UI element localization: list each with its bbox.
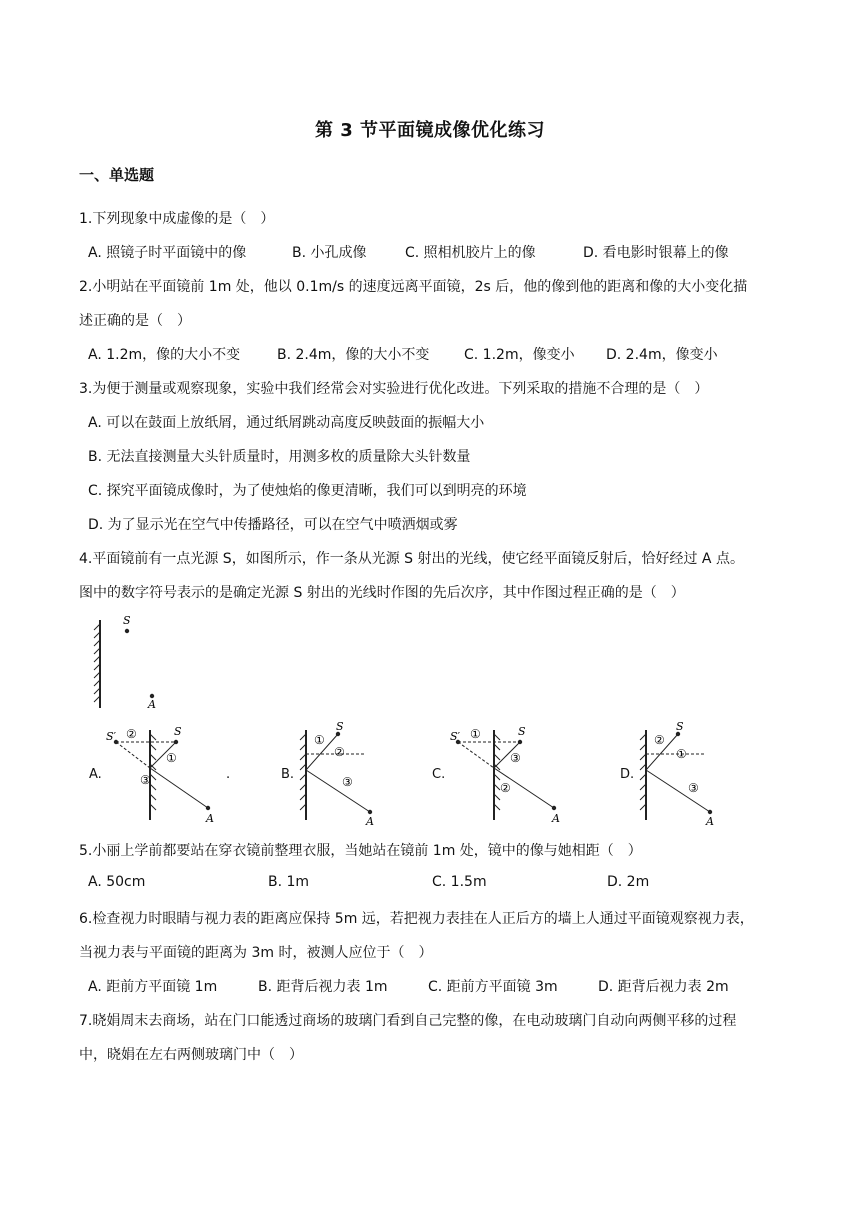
question-7-stem-line1: 7.晓娟周末去商场，站在门口能透过商场的玻璃门看到自己完整的像，在电动玻璃门自动向两侧平移的过程 [79,1013,737,1029]
question-6-stem-line1: 6.检查视力时眼睛与视力表的距离应保持 5m 远，若把视力表挂在人正后方的墙上人通过平面镜观察视力表， [79,911,754,927]
q5-option-b[interactable]: B. 1m [268,874,310,890]
question-1-stem: 1.下列现象中成虚像的是（ ） [79,211,275,227]
q2-option-b[interactable]: B. 2.4m，像的大小不变 [277,347,430,363]
section-heading: 一、单选题 [79,166,155,184]
question-4-stem-line2: 图中的数字符号表示的是确定光源 S 射出的光线时作图的先后次序，其中作图过程正确的是（ ） [79,585,685,601]
q4a-label-sp: S′ [106,730,117,743]
q3-option-d[interactable]: D. 为了显示光在空气中传播路径，可以在空气中喷洒烟或雾 [88,517,458,533]
q6-option-c[interactable]: C. 距前方平面镜 3m [428,979,558,995]
q4-option-b[interactable]: B. [281,767,295,782]
q2-option-d[interactable]: D. 2.4m，像变小 [606,347,718,363]
q4d-label-a: A [706,815,714,828]
q4c-num-1: ① [470,727,481,741]
question-4-stem-line1: 4.平面镜前有一点光源 S，如图所示，作一条从光源 S 射出的光线，使它经平面镜反射后，恰好经过 A 点。 [79,551,744,567]
question-2-stem-line1: 2.小明站在平面镜前 1m 处，他以 0.1m/s 的速度远离平面镜，2s 后，他的像到他的距离和像的大小变化描 [79,279,748,295]
q4a-num-2: ② [126,727,137,741]
q4-diagram-a [104,720,224,828]
q4-option-d[interactable]: D. [620,767,635,782]
q4a-label-s: S [174,725,182,738]
q4-label-s: S [123,614,131,627]
q2-option-a[interactable]: A. 1.2m，像的大小不变 [88,347,241,363]
q4c-num-2: ② [500,781,511,795]
q4-main-figure [88,612,178,712]
q4-diagram-b [296,720,386,828]
q1-option-a[interactable]: A. 照镜子时平面镜中的像 [88,245,247,261]
q4-separator-dot: . [226,767,231,782]
q4a-num-1: ① [166,751,177,765]
question-5-stem: 5.小丽上学前都要站在穿衣镜前整理衣服，当她站在镜前 1m 处，镜中的像与她相距（ ） [79,843,642,859]
q4a-num-3: ③ [140,773,151,787]
q6-option-a[interactable]: A. 距前方平面镜 1m [88,979,218,995]
q4b-label-a: A [366,815,374,828]
q1-option-c[interactable]: C. 照相机胶片上的像 [405,245,536,261]
page-title: 第 3 节平面镜成像优化练习 [314,120,546,141]
q4-diagram-d [636,720,726,828]
q3-option-a[interactable]: A. 可以在鼓面上放纸屑，通过纸屑跳动高度反映鼓面的振幅大小 [88,415,485,431]
q4d-num-3: ③ [688,781,699,795]
q4-label-a: A [148,698,156,711]
q4c-label-a: A [552,812,560,825]
q4b-label-s: S [336,720,344,733]
q4d-label-s: S [676,720,684,733]
q2-option-c[interactable]: C. 1.2m，像变小 [464,347,575,363]
q3-option-b[interactable]: B. 无法直接测量大头针质量时，用测多枚的质量除大头针数量 [88,449,471,465]
q4c-num-3: ③ [510,751,521,765]
q4b-num-3: ③ [342,775,353,789]
q6-option-d[interactable]: D. 距背后视力表 2m [598,979,729,995]
q5-option-a[interactable]: A. 50cm [88,874,146,890]
q4-option-a[interactable]: A. [89,767,102,782]
q1-option-b[interactable]: B. 小孔成像 [292,245,367,261]
q4c-label-s: S [518,725,526,738]
question-7-stem-line2: 中，晓娟在左右两侧玻璃门中（ ） [79,1047,303,1063]
q4-diagram-c [446,720,570,828]
q1-option-d[interactable]: D. 看电影时银幕上的像 [583,245,729,261]
q4c-label-sp: S′ [450,730,461,743]
q4-option-c[interactable]: C. [432,767,446,782]
question-3-stem: 3.为便于测量或观察现象，实验中我们经常会对实验进行优化改进。下列采取的措施不合理的是（ ） [79,381,709,397]
question-6-stem-line2: 当视力表与平面镜的距离为 3m 时，被测人应位于（ ） [79,945,433,961]
q4b-num-2: ② [334,745,345,759]
question-2-stem-line2: 述正确的是（ ） [79,313,191,329]
q4b-num-1: ① [314,733,325,747]
q5-option-c[interactable]: C. 1.5m [432,874,487,890]
q4d-num-1: ① [676,747,687,761]
q6-option-b[interactable]: B. 距背后视力表 1m [258,979,388,995]
q4d-num-2: ② [654,733,665,747]
q5-option-d[interactable]: D. 2m [607,874,650,890]
q3-option-c[interactable]: C. 探究平面镜成像时，为了使烛焰的像更清晰，我们可以到明亮的环境 [88,483,527,499]
q4a-label-a: A [206,812,214,825]
